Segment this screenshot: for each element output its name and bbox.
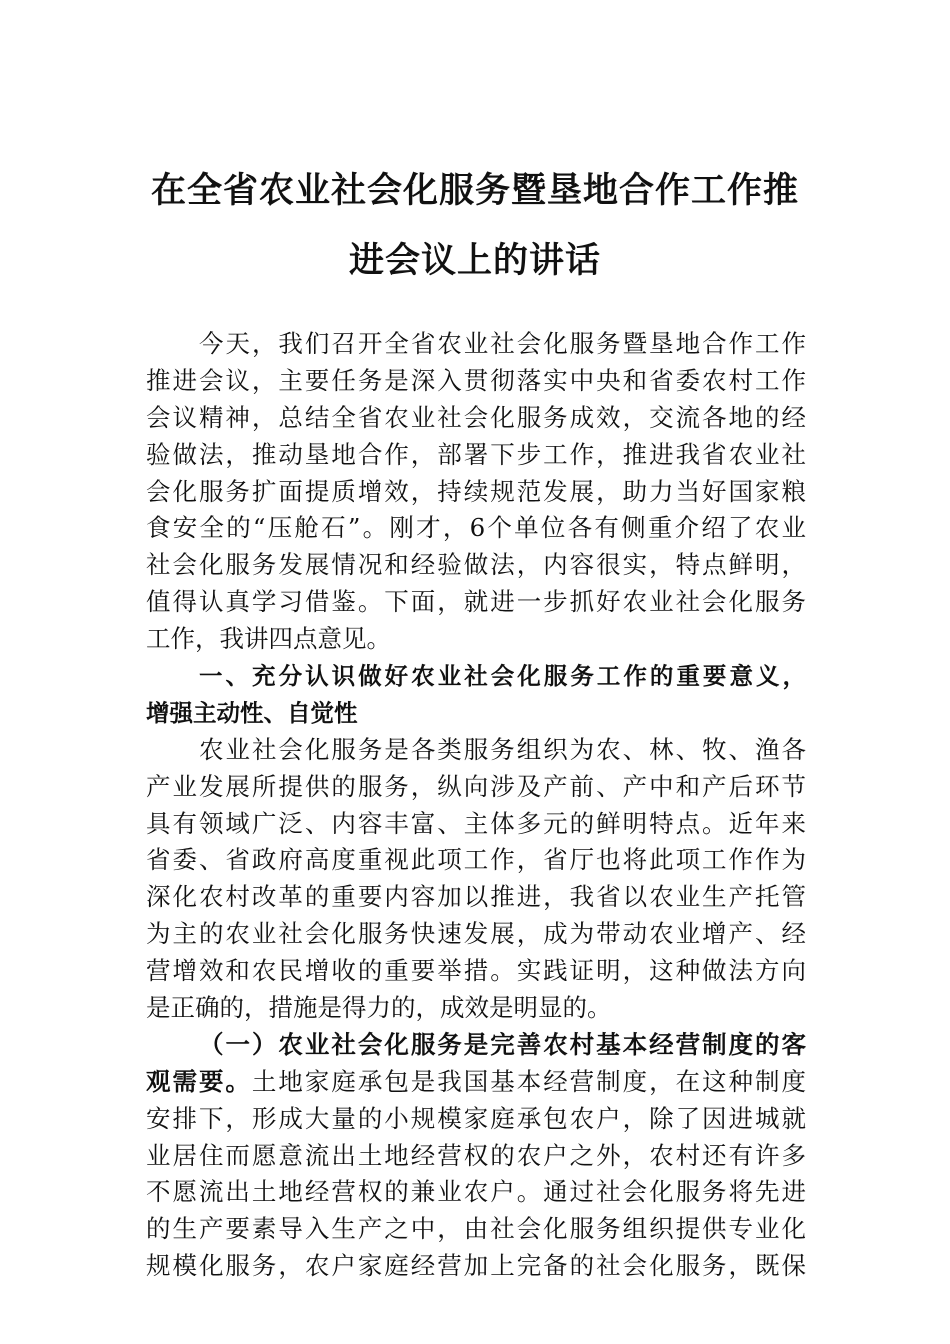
text-line: 推进会议，主要任务是深入贯彻落实中央和省委农村工作 <box>146 365 806 395</box>
subsection-lead-end: 观需要。 <box>146 1066 252 1096</box>
text-line: 安排下，形成大量的小规模家庭承包农户，除了因进城就 <box>146 1103 806 1133</box>
text-line: 产业发展所提供的服务，纵向涉及产前、产中和产后环节 <box>146 771 806 801</box>
text-line: 值得认真学习借鉴。下面，就进一步抓好农业社会化服务 <box>146 587 806 617</box>
text-line: 农业社会化服务是各类服务组织为农、林、牧、渔各 <box>199 734 806 764</box>
text-line: 营增效和农民增收的重要举措。实践证明，这种做法方向 <box>146 956 806 986</box>
text-line: 规模化服务，农户家庭经营加上完备的社会化服务，既保 <box>146 1251 806 1281</box>
text-line: 业居住而愿意流出土地经营权的农户之外，农村还有许多 <box>146 1140 806 1170</box>
title-line: 进会议上的讲话 <box>348 240 601 281</box>
title-line: 在全省农业社会化服务暨垦地合作工作推 <box>150 170 799 211</box>
text-line: 不愿流出土地经营权的兼业农户。通过社会化服务将先进 <box>146 1177 806 1207</box>
text-line: 验做法，推动垦地合作，部署下步工作，推进我省农业社 <box>146 439 806 469</box>
heading-line: 增强主动性、自觉性 <box>146 698 358 727</box>
intro-paragraph <box>146 326 806 658</box>
text-line: 工作，我讲四点意见。 <box>146 624 391 654</box>
text-line: 今天，我们召开全省农业社会化服务暨垦地合作工作 <box>199 329 806 358</box>
text-line: 食安全的“压舱石”。刚才，6个单位各有侧重介绍了农业 <box>146 513 806 543</box>
text-line: 社会化服务发展情况和经验做法，内容很实，特点鲜明， <box>146 550 806 580</box>
heading-line: 一、充分认识做好农业社会化服务工作的重要意义， <box>199 662 806 691</box>
subsection-lead-line: （一）农业社会化服务是完善农村基本经营制度的客 <box>199 1029 806 1059</box>
section-paragraph <box>146 732 806 1027</box>
page-title <box>140 156 810 296</box>
text-line: 省委、省政府高度重视此项工作，省厅也将此项工作作为 <box>146 845 806 875</box>
document-body <box>146 326 806 1285</box>
text-line: 深化农村改革的重要内容加以推进，我省以农业生产托管 <box>146 882 806 912</box>
text-line: 是正确的，措施是得力的，成效是明显的。 <box>146 993 612 1023</box>
text-line: 具有领域广泛、内容丰富、主体多元的鲜明特点。近年来 <box>146 808 806 838</box>
text-line: 会议精神，总结全省农业社会化服务成效，交流各地的经 <box>146 402 806 432</box>
text-line: 会化服务扩面提质增效，持续规范发展，助力当好国家粮 <box>146 476 806 506</box>
text-line: 的生产要素导入生产之中，由社会化服务组织提供专业化 <box>146 1214 806 1244</box>
text-fragment: 土地家庭承包是我国基本经营制度，在这种制度 <box>251 1066 807 1096</box>
text-line <box>146 1064 806 1101</box>
subsection-paragraph <box>146 1027 806 1285</box>
text-line: 为主的农业社会化服务快速发展，成为带动农业增产、经 <box>146 919 806 949</box>
section-heading <box>146 658 806 732</box>
